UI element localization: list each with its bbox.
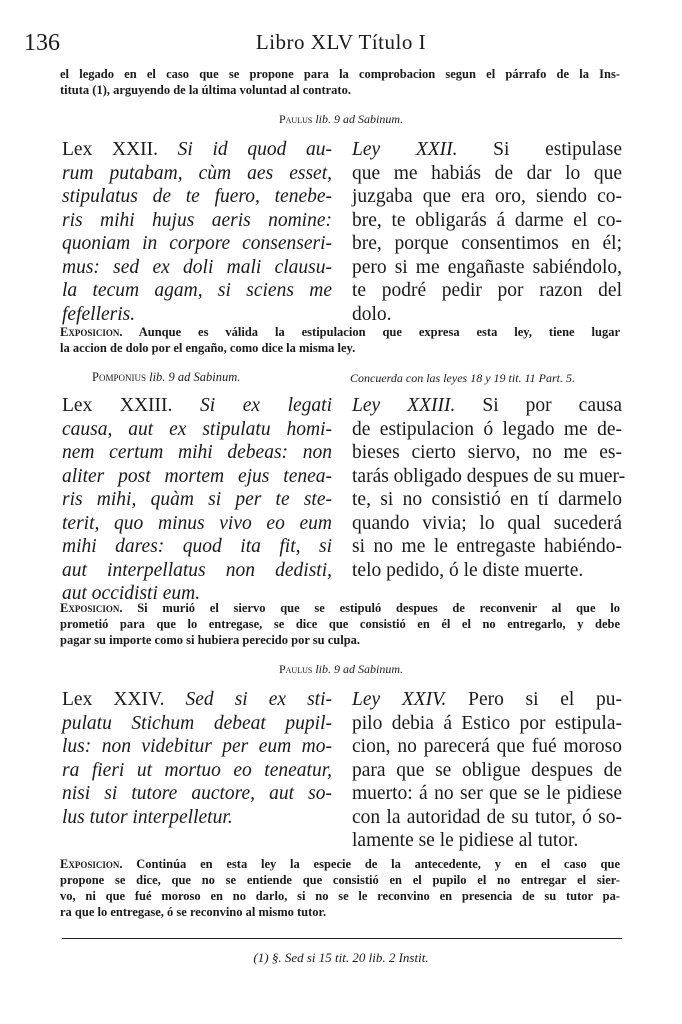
latin-line: la tecum agam, si sciens me [62,280,332,301]
spanish-line: si no me le entregaste habiéndo- [352,536,622,557]
exposition-line: ra que lo entregase, ó se reconvino al mismo tutor. [60,905,327,919]
exposition [60,856,620,920]
latin-line: ra fieri ut mortuo eo teneatur, [62,759,332,781]
latin-line: mihi dares: quod ita fit, si [62,536,332,557]
source-author: Paulus [278,662,313,676]
source-author: Pomponius [92,370,146,384]
exposition-line: Si murió el siervo que se estipuló despues de reconvenir al que lo [122,601,620,615]
spanish-line: lamente se le pidiese al tutor. [352,830,579,851]
spanish-text-column [352,394,626,582]
exposition-label: Exposicion. [60,325,123,339]
latin-text-column [62,688,332,829]
spanish-line: que me habiás de dar lo que [352,162,622,184]
page-number: 136 [24,30,60,56]
latin-text-column [62,138,332,326]
spanish-law-heading: Ley XXIV. [352,689,447,710]
exposition-label: Exposicion. [60,601,123,615]
exposition-line: pagar su importe como si hubiera perecido por su culpa. [60,633,361,647]
spanish-line: muerto: á no ser que se le pidiese [352,783,622,804]
intro-text [60,66,620,98]
spanish-line: te podré pedir por razon del [352,280,622,301]
latin-line: lus tutor interpelletur. [62,806,233,828]
spanish-line: bieses cierto siervo, no me es- [352,442,622,463]
spanish-law-heading: Ley XXIII. [352,395,456,416]
latin-law-heading: Lex XXII. [62,139,159,160]
source-ref: lib. 9 ad Sabinum. [149,370,241,384]
latin-line: aut interpellatus non dedisti, [62,559,332,581]
spanish-line: Si estipulase [457,139,622,160]
latin-line: fefelleris. [62,303,136,325]
source-ref: lib. 9 ad Sabinum. [315,662,403,676]
spanish-line: pilo debia á Estico por estipula- [352,712,622,734]
spanish-line: bre, te obligarás á darme el co- [352,209,622,231]
spanish-line: juzgaba que era oro, siendo co- [352,186,622,207]
spanish-text-column [352,138,622,326]
latin-line: aliter post mortem ejus tenea- [62,465,332,487]
spanish-line: tarás obligado despues de su muer- [352,465,626,487]
latin-line: pulatu Stichum debeat pupil- [62,712,332,734]
latin-line: terit, quo minus vivo eo eum [62,512,332,534]
spanish-line: bre, porque consentimos en él; [352,233,622,254]
intro-line: el legado en el caso que se propone para la comprobacion segun el párrafo de la Ins- [60,67,620,81]
latin-line: lus: non videbitur per eum mo- [62,736,332,757]
spanish-line: quando vivia; lo qual sucederá [352,512,622,534]
spanish-line: Si por causa [455,395,622,416]
spanish-line: Pero si el pu- [446,689,622,710]
latin-line: ris mihi hujus aeris nomine: [62,209,332,231]
concordance-note: Concuerda con las leyes 18 y 19 tit. 11 Part. 5. [350,371,575,385]
exposition-line: propone se dice, que no se entiende que consistió en el pupilo el no entregar el sier- [60,873,620,887]
spanish-line: telo pedido, ó le diste muerte. [352,559,584,581]
latin-line: Si id quod au- [158,139,332,160]
spanish-line: dolo. [352,303,392,325]
latin-line: Si ex legati [172,395,332,416]
exposition-label: Exposicion. [60,857,123,871]
latin-line: mus: sed ex doli mali clausu- [62,256,332,278]
exposition-line: Continúa en esta ley la especie de la antecedente, y en el caso que [122,857,620,871]
latin-text-column [62,394,332,606]
source-author: Paulus [278,112,313,126]
latin-line: Sed si ex sti- [164,689,333,710]
exposition-line: Aunque es válida la estipulacion que expresa esta ley, tiene lugar [122,325,620,339]
footnote: (1) §. Sed si 15 tit. 20 lib. 2 Instit. [253,950,429,965]
latin-line: nisi si tutore auctore, aut so- [62,783,332,804]
latin-law-heading: Lex XXIII. [62,395,173,416]
source-citation [92,370,240,385]
spanish-law-heading: Ley XXII. [352,139,458,160]
exposition [60,324,620,356]
source-citation [0,112,682,127]
latin-line: ris mihi, quàm si per te ste- [62,489,332,510]
latin-line: aut occidisti eum. [62,583,201,604]
spanish-line: pero si me engañaste sabiéndolo, [352,256,622,278]
spanish-text-column [352,688,622,853]
exposition-line: la accion de dolo por el engaño, como dice la misma ley. [60,341,356,355]
footnote-rule [62,938,622,939]
source-ref: lib. 9 ad Sabinum. [315,112,403,126]
running-title: Libro XLV Título I [255,30,427,54]
latin-line: rum putabam, cùm aes esset, [62,162,332,184]
spanish-line: te, si no consistió en tí darmelo [352,489,622,510]
spanish-line: de estipulacion ó legado me de- [352,418,622,440]
latin-line: stipulatus de te fuero, tenebe- [62,186,332,207]
exposition-line: prometió para que lo entregase, se dice que consistió en él el no entregarlo, y debe [60,617,620,631]
spanish-line: con la autoridad de su tutor, ó so- [352,806,622,828]
spanish-line: para que se obligue despues de [352,759,622,781]
exposition-line: vo, ni que fué moroso en no darlo, si no se le reconvino en presencia de su tutor pa- [60,889,620,903]
latin-line: quoniam in corpore consenseri- [62,233,332,254]
latin-line: nem certum mihi debeas: non [62,442,332,463]
exposition [60,600,620,648]
spanish-line: cion, no parecerá que fué moroso [352,736,622,757]
intro-line: tituta (1), arguyendo de la última voluntad al contrato. [60,83,351,97]
latin-line: causa, aut ex stipulatu homi- [62,418,332,440]
source-citation [0,662,682,677]
latin-law-heading: Lex XXIV. [62,689,165,710]
